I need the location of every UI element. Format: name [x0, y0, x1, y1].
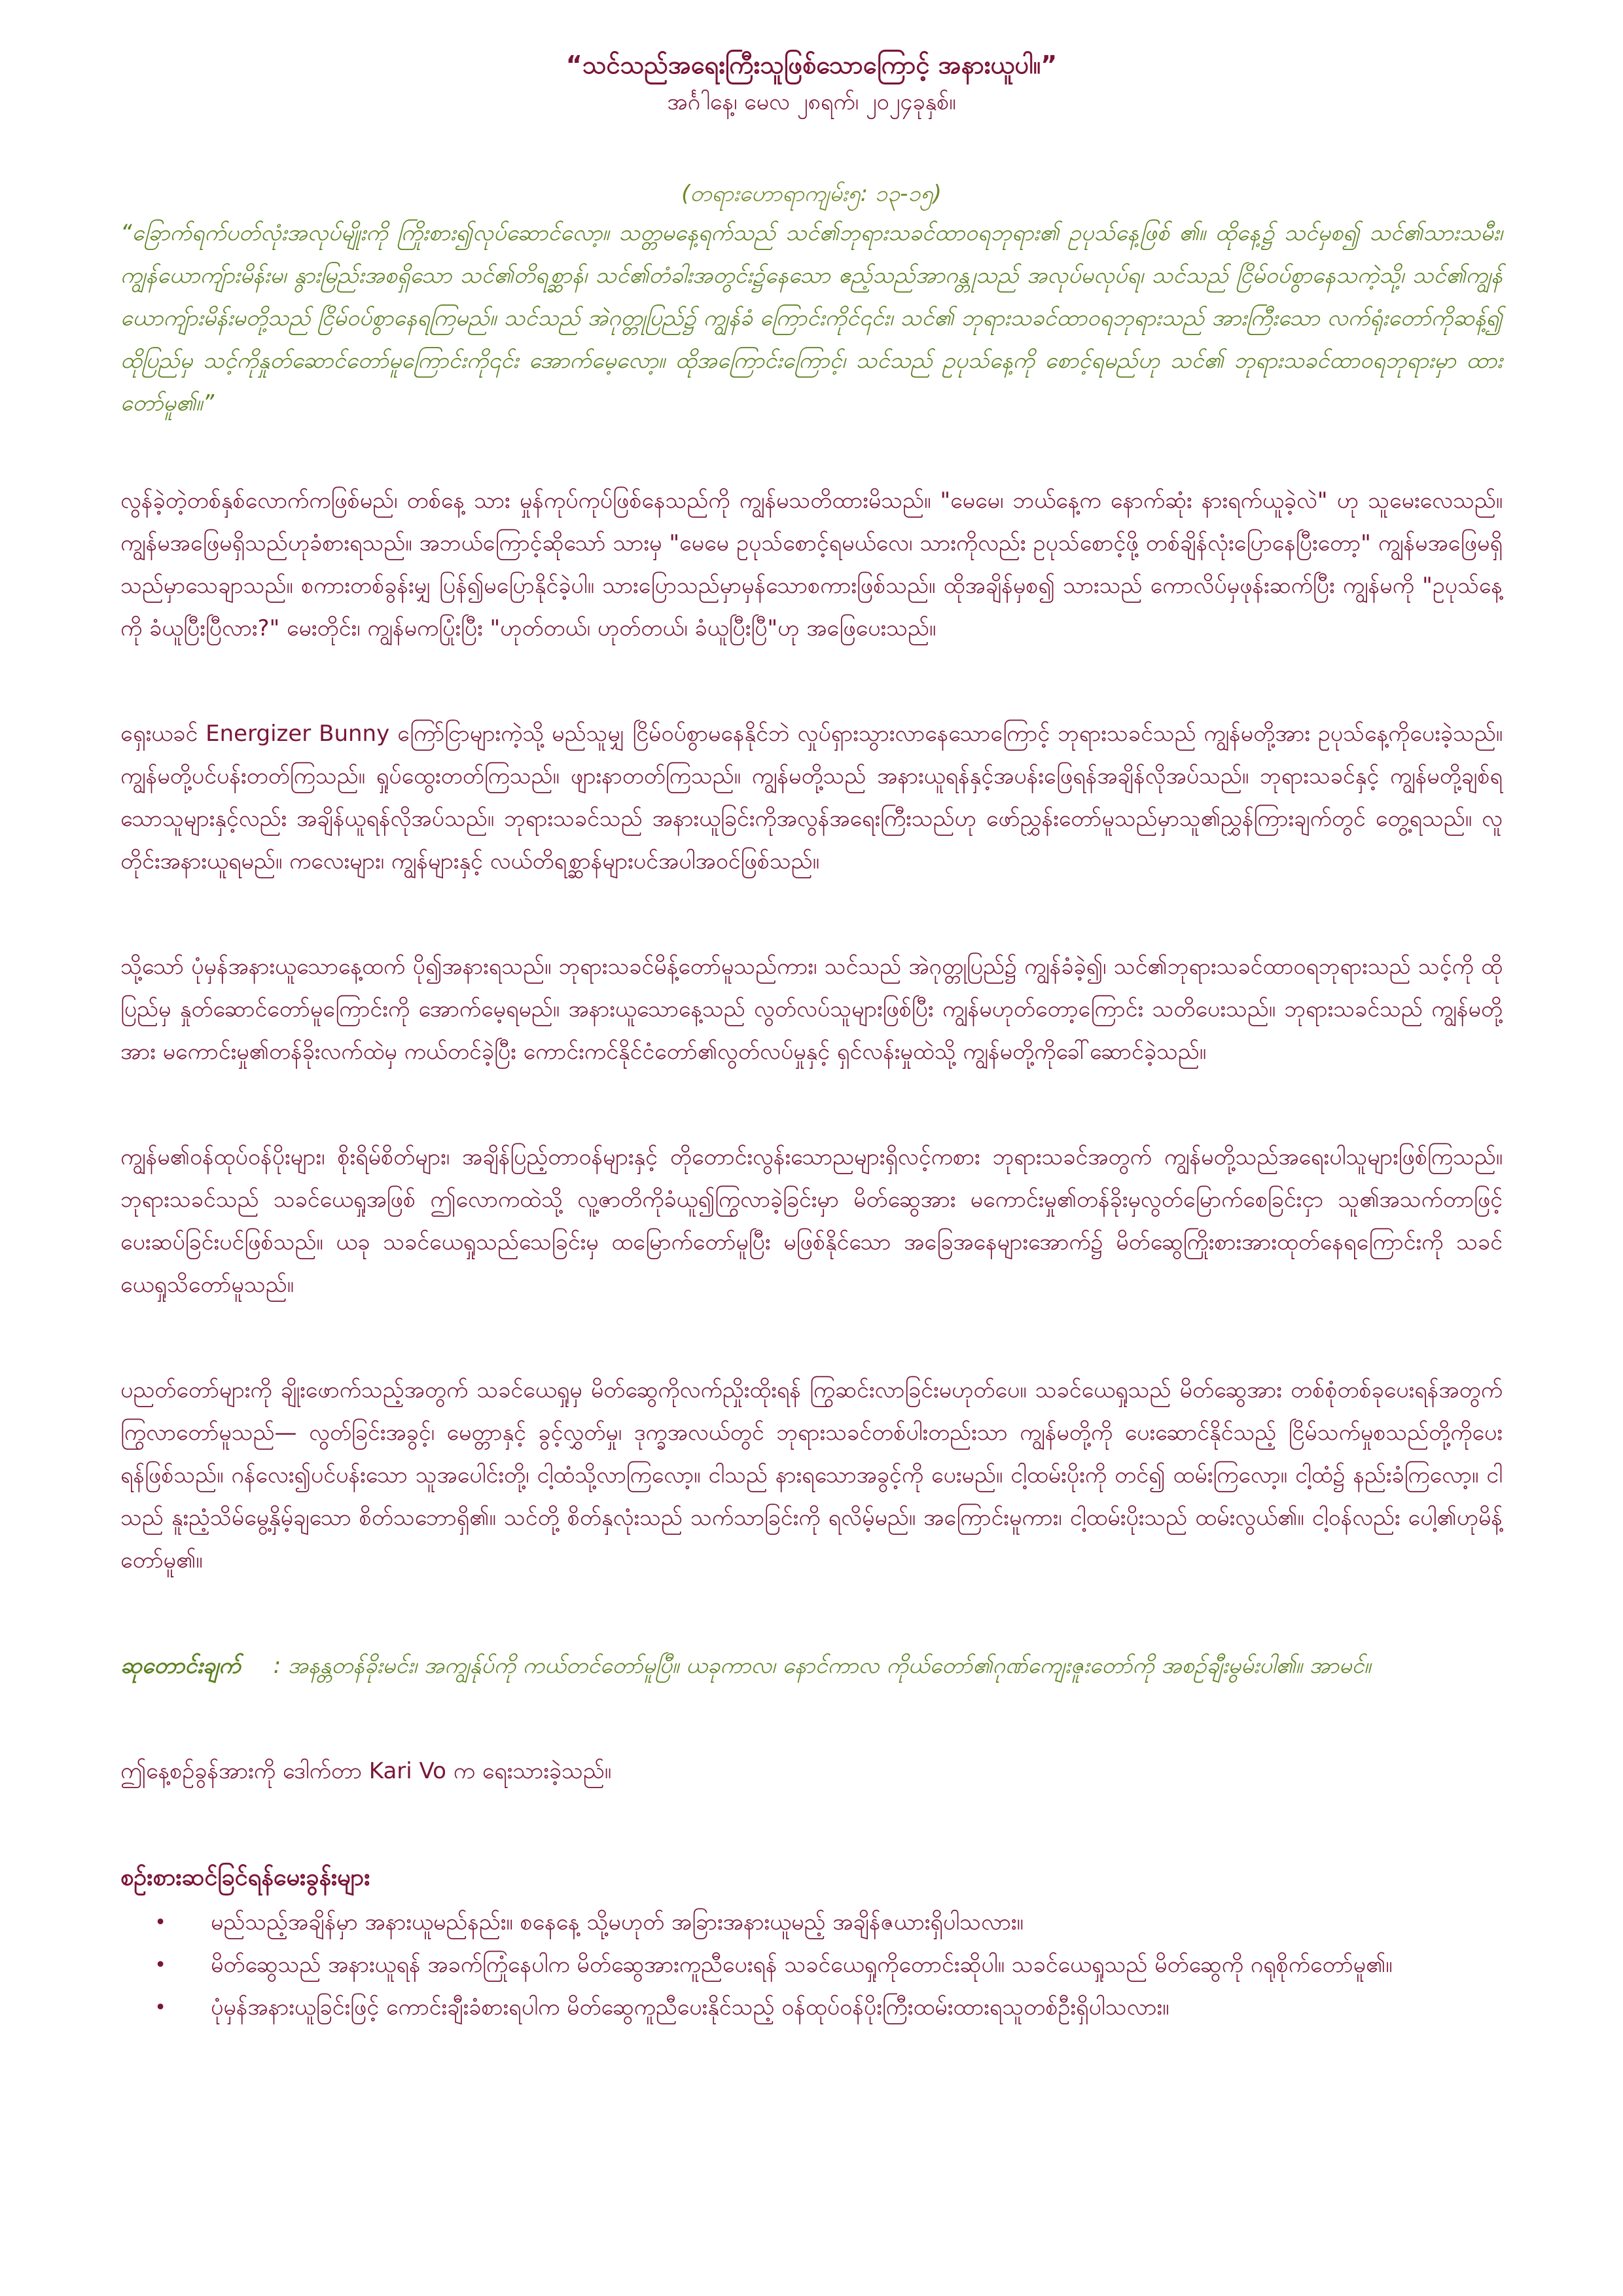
devotional-page [120, 46, 1503, 2029]
bullet-icon: • [154, 1996, 166, 2019]
question-text: မည်သည့်အချိန်မှာ အနားယူမည်နည်း။ စနေနေ့ သို့မဟုတ် အခြားအနားယူမည့် အချိန်ဇယားရှိပါသလား။ [211, 1909, 1024, 1935]
question-text: ပုံမှန်အနားယူခြင်းဖြင့် ကောင်းချီးခံစားရပါက မိတ်ဆွေကူညီပေးနိုင်သည့် ဝန်ထုပ်ဝန်ပိုးကြီးထမ်းထားရသူတစ်ဦးရှိပါသလား။ [211, 1994, 1169, 2020]
publish-date: အင်္ဂါနေ့၊ မေလ ၂၈ရက်၊ ၂၀၂၄ခုနှစ်။ [667, 89, 956, 115]
body-paragraph-2: ရှေးယခင် Energizer Bunny ကြော်ငြာများကဲ့သို့ မည်သူမျှ ငြိမ်ဝပ်စွာမနေနိုင်ဘဲ လှုပ်ရှားသွားလာနေသောကြောင့် ဘုရားသခင်သည် ကျွန်မတို့အား ဥပုသ်နေ့ကိုပေးခဲ့သည်။ ကျွန်မတို့ပင်ပန်းတတ်ကြသည်။ ရှုပ်ထွေးတတ်ကြသည်။ ဖျားနာတတ်ကြသည်။ ကျွန်မတို့သည် အနားယူရန်နှင့်အပန်းဖြေရန်အချိန်လိုအပ်သည်။ ဘုရားသခင်နှင့် ကျွန်မတို့ချစ်ရသောသူများနှင့်လည်း အချိန်ယူရန်လိုအပ်သည်။ ဘုရားသခင်သည် အနားယူခြင်းကိုအလွန်အရေးကြီးသည်ဟု ဖော်ညွှန်းတော်မူသည်မှာသူ၏ညွှန်ကြားချက်တွင် တွေ့ရသည်။ လူတိုင်းအနားယူရမည်။ ကလေးများ၊ ကျွန်များနှင့် လယ်တိရစ္ဆာန်များပင်အပါအဝင်ဖြစ်သည်။ [120, 721, 1503, 874]
prayer-label: ဆုတောင်းချက် [120, 1653, 241, 1679]
body-paragraph-5: ပညတ်တော်များကို ချိုးဖောက်သည့်အတွက် သခင်ယေရှုမှ မိတ်ဆွေကိုလက်ညှိုးထိုးရန် ကြွဆင်းလာခြင်းမဟုတ်ပေ။ သခင်ယေရှုသည် မိတ်ဆွေအား တစ်စုံတစ်ခုပေးရန်အတွက် ကြွလာတော်မူသည်— လွတ်ခြင်းအခွင့်၊ မေတ္တာနှင့် ခွင့်လွှတ်မှု၊ ဒုက္ခအလယ်တွင် ဘုရားသခင်တစ်ပါးတည်းသာ ကျွန်မတို့ကို ပေးဆောင်နိုင်သည့် ငြိမ်သက်မှုစသည်တို့ကိုပေးရန်ဖြစ်သည်။ ဂန်လေး၍ပင်ပန်းသော သူအပေါင်းတို့၊ ငါ့ထံသို့လာကြလော့။ ငါသည် နားရသောအခွင့်ကို ပေးမည်။ ငါ့ထမ်းပိုးကို တင်၍ ထမ်းကြလော့။ ငါ့ထံ၌ နည်းခံကြလော့။ ငါသည် နူးညံ့သိမ်မွေ့နှိမ့်ချသော စိတ်သဘောရှိ၏။ သင်တို့ စိတ်နှလုံးသည် သက်သာခြင်းကို ရလိမ့်မည်။ အကြောင်းမူကား၊ ငါ့ထမ်းပိုးသည် ထမ်းလွယ်၏။ ငါ့ဝန်လည်း ပေါ့၏ဟုမိန့်တော်မူ၏။ [120, 1377, 1503, 1573]
body-paragraph-1: လွန်ခဲ့တဲ့တစ်နှစ်လောက်ကဖြစ်မည်၊ တစ်နေ့ သား မှုန်ကုပ်ကုပ်ဖြစ်နေသည်ကို ကျွန်မသတိထားမိသည်။ "မေမေ၊ ဘယ်နေ့က နောက်ဆုံး နားရက်ယူခဲ့လဲ" ဟု သူမေးလေသည်။ ကျွန်မအဖြေမရှိသည်ဟုခံစားရသည်။ အဘယ်ကြောင့်ဆိုသော် သားမှ "မေမေ ဥပုသ်စောင့်ရမယ်လေ၊ သားကိုလည်း ဥပုသ်စောင့်ဖို့ တစ်ချိန်လုံးပြောနေပြီးတော့" ကျွန်မအဖြေမရှိသည်မှာသေချာသည်။ စကားတစ်ခွန်းမျှ ပြန်၍မပြောနိုင်ခဲ့ပါ။ သားပြောသည်မှာမှန်သောစကားဖြစ်သည်။ ထိုအချိန်မှစ၍ သားသည် ကောလိပ်မှဖုန်းဆက်ပြီး ကျွန်မကို "ဥပုသ်နေ့ကို ခံယူပြီးပြီလား?" မေးတိုင်း၊ ကျွန်မကပြုံးပြီး "ဟုတ်တယ်၊ ဟုတ်တယ်၊ ခံယူပြီးပြီ"ဟု အဖြေပေးသည်။ [120, 488, 1503, 641]
questions-list [120, 1901, 1503, 2029]
prayer-section [120, 1645, 1503, 1687]
questions-heading: စဉ်းစားဆင်ခြင်ရန်မေးခွန်းများ [120, 1864, 370, 1891]
question-text: မိတ်ဆွေသည် အနားယူရန် အခက်ကြုံနေပါက မိတ်ဆွေအားကူညီပေးရန် သခင်ယေရှုကိုတောင်းဆိုပါ။ သခင်ယေရှုသည် မိတ်ဆွေကို ဂရုစိုက်တော်မူ၏။ [211, 1952, 1393, 1978]
scripture-text: “ခြောက်ရက်ပတ်လုံးအလုပ်မျိုးကို ကြိုးစား၍လုပ်ဆောင်လော့။ သတ္တမနေ့ရက်သည် သင်၏ဘုရားသခင်ထာဝရဘုရား၏ ဥပုသ်နေ့ဖြစ် ၏။ ထိုနေ့၌ သင်မှစ၍ သင်၏သားသမီး၊ ကျွန်ယောကျ်ားမိန်းမ၊ နွားမြည်းအစရှိသော သင်၏တိရစ္ဆာန်၊ သင်၏တံခါးအတွင်း၌နေသော ဧည့်သည်အာဂန္တုသည် အလုပ်မလုပ်ရ၊ သင်သည် ငြိမ်ဝပ်စွာနေသကဲ့သို့၊ သင်၏ကျွန်ယောကျ်ားမိန်းမတို့သည် ငြိမ်ဝပ်စွာနေရကြမည်။ သင်သည် အဲဂုတ္တုပြည်၌ ကျွန်ခံ ကြောင်းကိုင်၎င်း၊ သင်၏ ဘုရားသခင်ထာဝရဘုရားသည် အားကြီးသော လက်ရုံးတော်ကိုဆန့်၍ ထိုပြည်မှ သင့်ကိုနှုတ်ဆောင်တော်မူကြောင်းကို၎င်း အောက်မေ့လော့။ ထိုအကြောင်းကြောင့်၊ သင်သည် ဥပုသ်နေ့ကို စောင့်ရမည်ဟု သင်၏ ဘုရားသခင်ထာဝရဘုရားမှာ ထားတော်မူ၏။” [120, 220, 1503, 416]
page-title: “သင်သည်အရေးကြီးသူဖြစ်သောကြောင့် အနားယူပါ။” [565, 50, 1058, 79]
bullet-icon: • [154, 1911, 166, 1934]
scripture-reference: (တရားဟောရာကျမ်း၅: ၁၃-၁၅) [681, 181, 942, 207]
list-item [120, 1944, 1503, 1986]
body-paragraph-3: သို့သော် ပုံမှန်အနားယူသောနေ့ထက် ပို၍အနားရသည်။ ဘုရားသခင်မိန့်တော်မူသည်ကား၊ သင်သည် အဲဂုတ္တုပြည်၌ ကျွန်ခံခဲ့၍၊ သင်၏ဘုရားသခင်ထာဝရဘုရားသည် သင့်ကို ထိုပြည်မှ နှုတ်ဆောင်တော်မူကြောင်းကို အောက်မေ့ရမည်။ အနားယူသောနေ့သည် လွတ်လပ်သူများဖြစ်ပြီး ကျွန်မဟုတ်တော့ကြောင်း သတိပေးသည်။ ဘုရားသခင်သည် ကျွန်မတို့အား မကောင်းမှု၏တန်ခိုးလက်ထဲမှ ကယ်တင်ခဲ့ပြီး ကောင်းကင်နိုင်ငံတော်၏လွတ်လပ်မှုနှင့် ရှင်လန်းမှုထဲသို့ ကျွန်မတို့ကိုခေါ်ဆောင်ခဲ့သည်။ [120, 954, 1503, 1065]
prayer-text: : အနန္တတန်ခိုးမင်း၊ အကျွန်ုပ်ကို ကယ်တင်တော်မူပြီ။ ယခုကာလ၊ နောင်ကာလ ကိုယ်တော်၏ဂုဏ်ကျေးဇူးတော်ကို အစဉ်ချီးမွမ်းပါ၏။ အာမင်။ [273, 1653, 1371, 1679]
list-item [120, 1986, 1503, 2029]
list-item [120, 1901, 1503, 1944]
body-paragraph-4: ကျွန်မ၏ဝန်ထုပ်ဝန်ပိုးများ၊ စိုးရိမ်စိတ်များ၊ အချိန်ပြည့်တာဝန်များနှင့် တိုတောင်းလွန်းသောညများရှိလင့်ကစား ဘုရားသခင်အတွက် ကျွန်မတို့သည်အရေးပါသူများဖြစ်ကြသည်။ ဘုရားသခင်သည် သခင်ယေရှုအဖြစ် ဤလောကထဲသို့ လူ့ဇာတိကိုခံယူ၍ကြွလာခဲ့ခြင်းမှာ မိတ်ဆွေအား မကောင်းမှု၏တန်ခိုးမှလွတ်မြောက်စေခြင်းငှာ သူ၏အသက်တာဖြင့် ပေးဆပ်ခြင်းပင်ဖြစ်သည်။ ယခု သခင်ယေရှုသည်သေခြင်းမှ ထမြောက်တော်မူပြီး မဖြစ်နိုင်သော အခြေအနေများအောက်၌ မိတ်ဆွေကြိုးစားအားထုတ်နေရကြောင်းကို သခင်ယေရှုသိတော်မူသည်။ [120, 1144, 1503, 1298]
bullet-icon: • [154, 1954, 166, 1977]
author-credit: ဤနေ့စဉ်ခွန်အားကို ဒေါက်တာ Kari Vo က ရေးသားခဲ့သည်။ [120, 1758, 612, 1784]
